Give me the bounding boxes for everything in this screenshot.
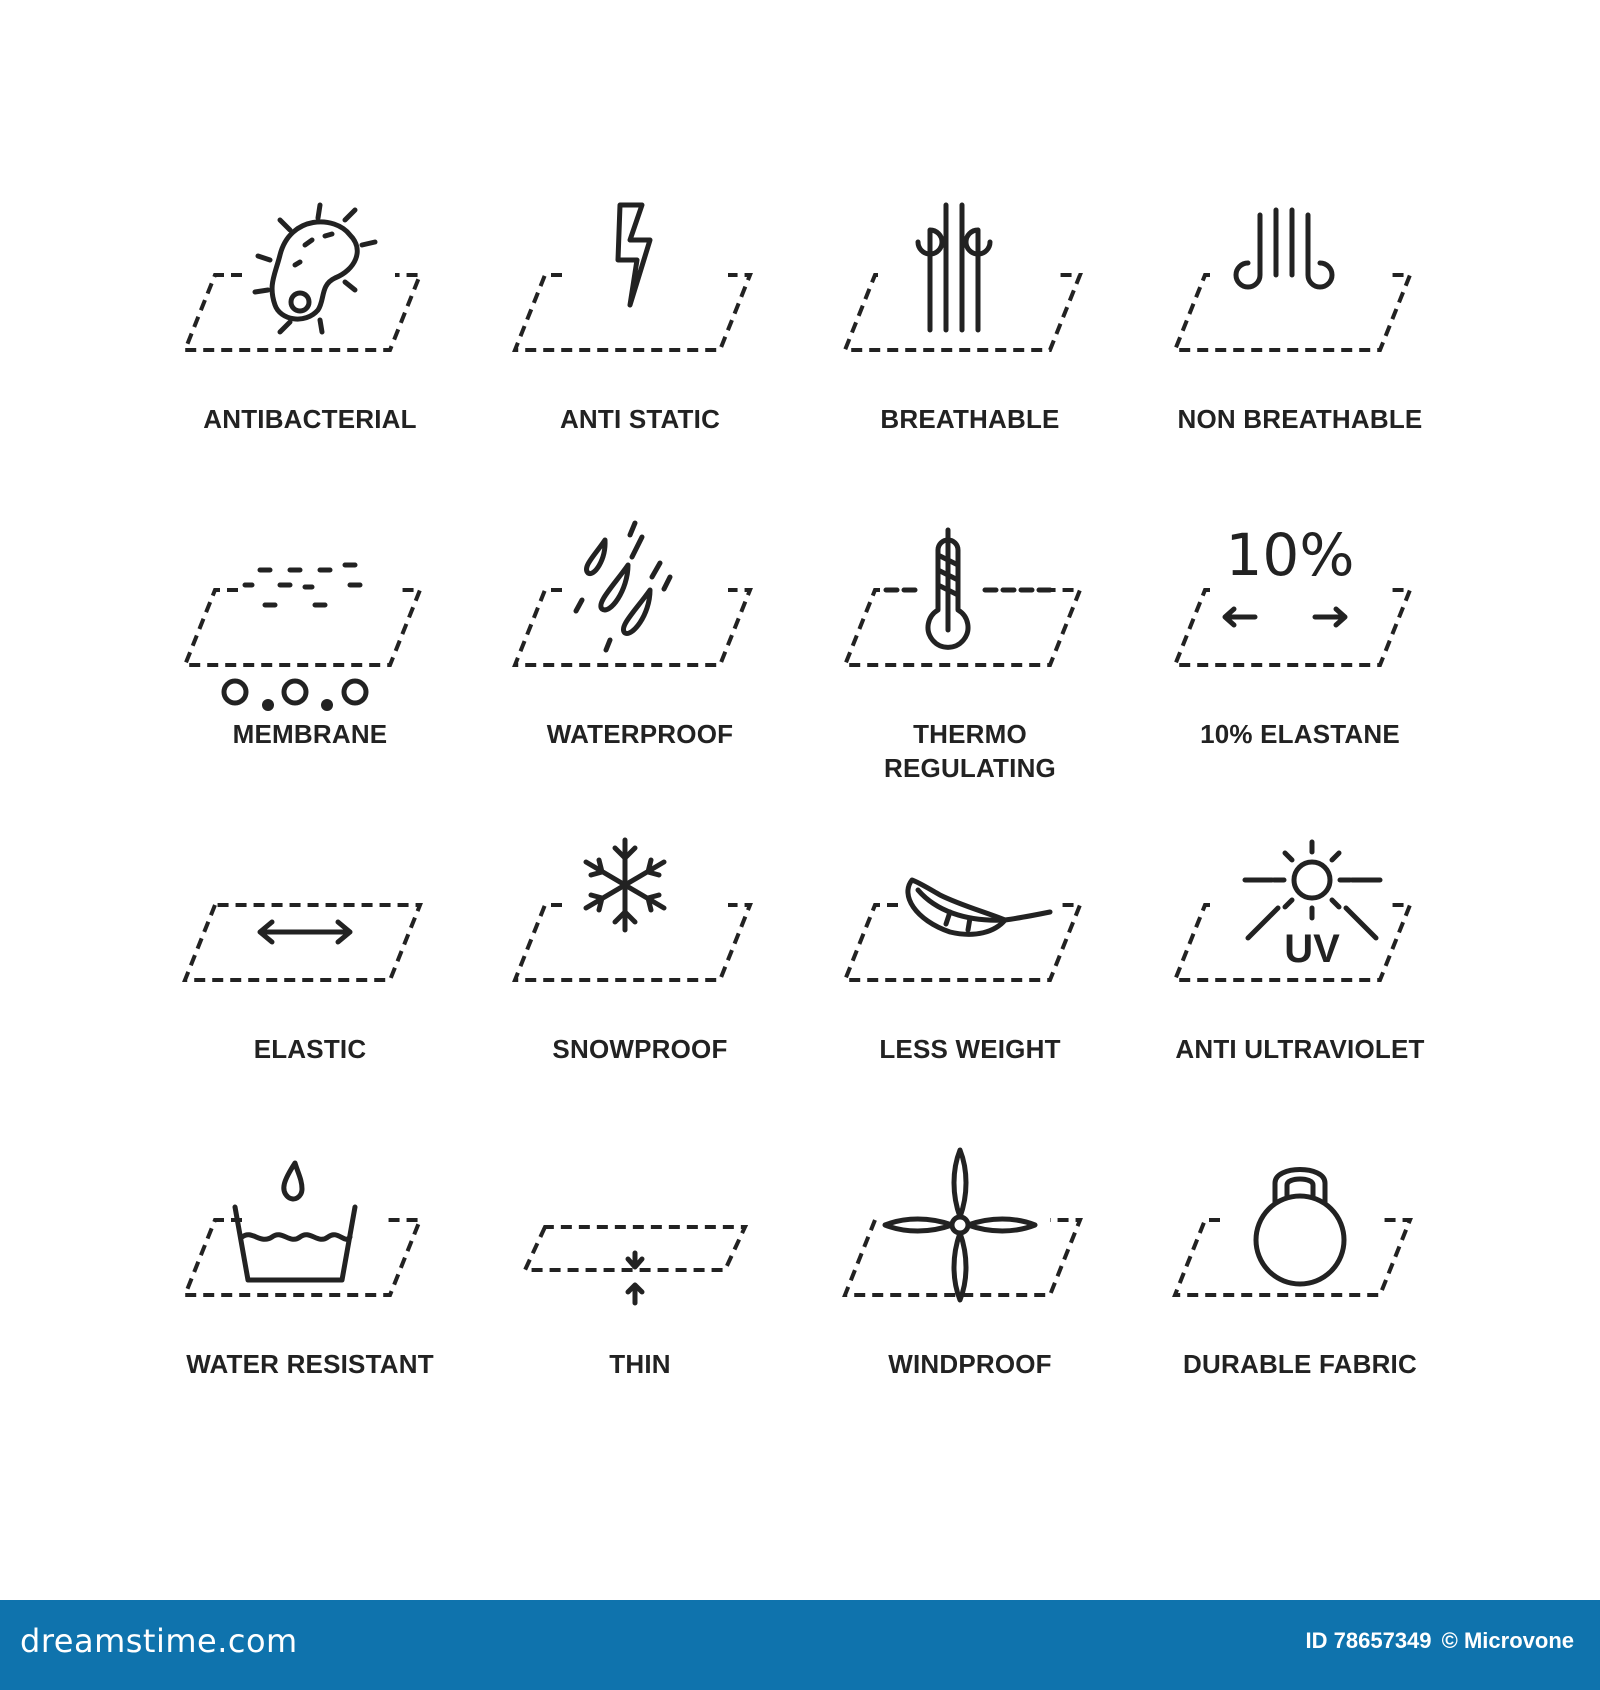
author-credit: © Microvone bbox=[1441, 1628, 1574, 1653]
air-flow-icon bbox=[800, 190, 1140, 400]
icon-label: ELASTIC bbox=[253, 1034, 367, 1064]
blocked-air-icon bbox=[1130, 190, 1470, 400]
windmill-icon bbox=[800, 1135, 1140, 1345]
brand-logo[interactable]: dreamstime.com bbox=[20, 1622, 298, 1660]
icon-label: MEMBRANE bbox=[232, 719, 388, 749]
icon-label: 10% ELASTANE bbox=[1200, 719, 1400, 749]
uv-text: UV bbox=[1284, 927, 1340, 971]
icon-label: WINDPROOF bbox=[888, 1349, 1052, 1379]
icon-label: THERMO REGULATING bbox=[884, 719, 1056, 783]
icon-label: WATERPROOF bbox=[546, 719, 734, 749]
icon-label: NON BREATHABLE bbox=[1177, 404, 1423, 434]
icon-tile-water-resistant bbox=[140, 1135, 480, 1450]
icon-tile-elastic bbox=[140, 820, 480, 1135]
icon-tile-thin bbox=[470, 1135, 810, 1450]
bacteria-icon bbox=[140, 190, 480, 400]
icon-label: ANTI STATIC bbox=[559, 404, 721, 434]
icon-label: DURABLE FABRIC bbox=[1183, 1349, 1417, 1379]
icon-tile-non-breathable bbox=[1130, 190, 1470, 505]
icon-tile-anti-static bbox=[470, 190, 810, 505]
image-id: ID 78657349 bbox=[1305, 1628, 1432, 1653]
icon-tile-anti-ultraviolet bbox=[1130, 820, 1470, 1135]
icon-tile-snowproof bbox=[470, 820, 810, 1135]
icon-label: SNOWPROOF bbox=[552, 1034, 728, 1064]
membrane-icon bbox=[140, 505, 480, 715]
snowflake-icon bbox=[470, 820, 810, 1030]
thermometer-icon bbox=[800, 505, 1140, 715]
kettlebell-icon bbox=[1130, 1135, 1470, 1345]
icon-tile-less-weight bbox=[800, 820, 1140, 1135]
icon-tile-membrane bbox=[140, 505, 480, 820]
icon-tile-windproof bbox=[800, 1135, 1140, 1450]
icon-label: WATER RESISTANT bbox=[186, 1349, 434, 1379]
icon-label: BREATHABLE bbox=[880, 404, 1060, 434]
percent-text: 10% bbox=[1225, 521, 1355, 589]
icon-label: THIN bbox=[609, 1349, 671, 1379]
icon-tile-durable-fabric bbox=[1130, 1135, 1470, 1450]
icon-tile-breathable bbox=[800, 190, 1140, 505]
icon-label: LESS WEIGHT bbox=[879, 1034, 1061, 1064]
thin-layer-icon bbox=[470, 1135, 810, 1345]
feather-icon bbox=[800, 820, 1140, 1030]
rain-drops-icon bbox=[470, 505, 810, 715]
basin-drop-icon bbox=[140, 1135, 480, 1345]
double-arrow-icon bbox=[140, 820, 480, 1030]
icon-tile-antibacterial bbox=[140, 190, 480, 505]
lightning-icon bbox=[470, 190, 810, 400]
icon-tile-waterproof bbox=[470, 505, 810, 820]
sun-uv-icon bbox=[1130, 820, 1470, 1030]
icon-tile-thermo-regulating bbox=[800, 505, 1140, 820]
stretch-percent-icon bbox=[1130, 505, 1470, 715]
icon-tile-10-elastane bbox=[1130, 505, 1470, 820]
image-credit bbox=[1302, 1628, 1574, 1654]
stock-footer bbox=[0, 1600, 1600, 1690]
icon-label: ANTIBACTERIAL bbox=[203, 404, 417, 434]
icon-label: ANTI ULTRAVIOLET bbox=[1175, 1034, 1425, 1064]
